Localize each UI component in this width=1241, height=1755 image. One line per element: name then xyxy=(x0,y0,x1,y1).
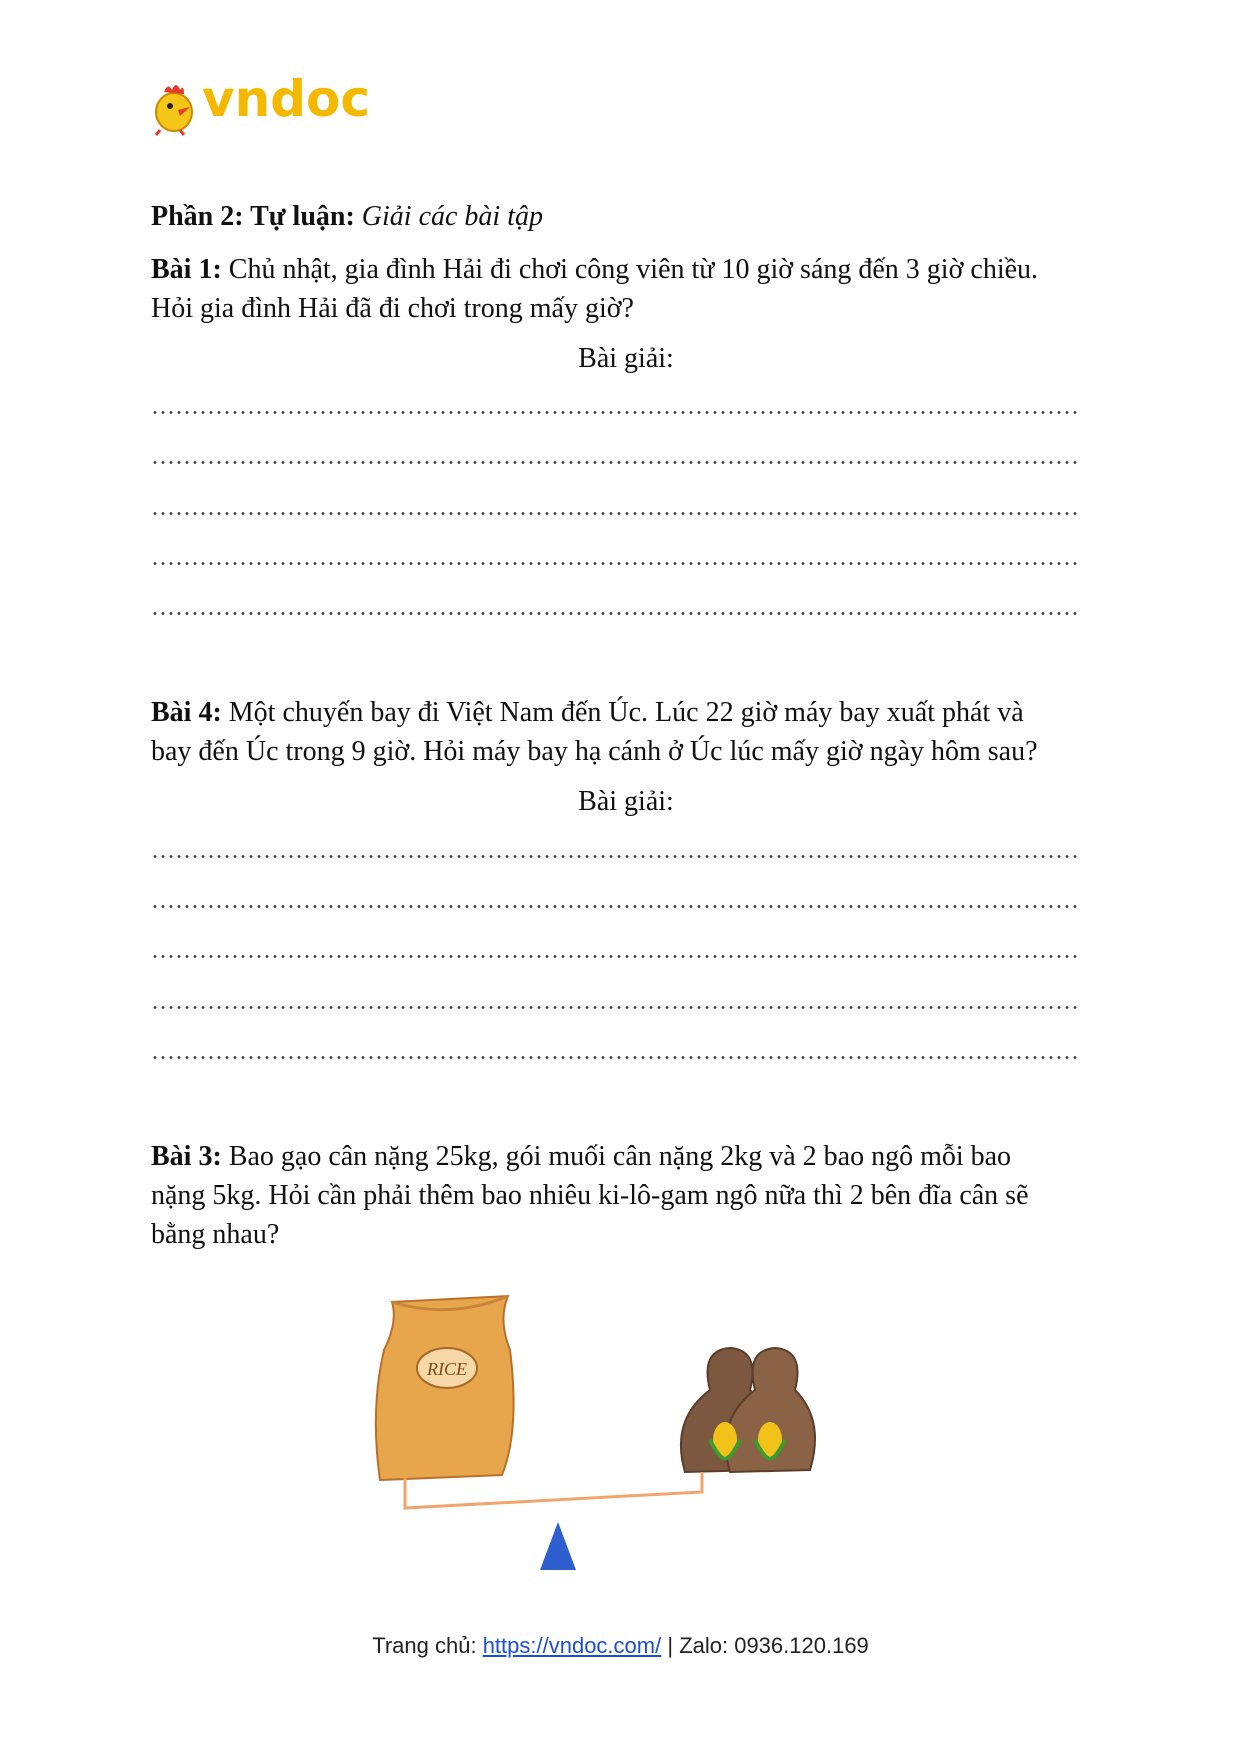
answer-line xyxy=(151,905,1081,908)
exercise-3-line3: bằng nhau? xyxy=(151,1219,280,1250)
exercise-1-line1: Chủ nhật, gia đình Hải đi chơi công viên từ 10 giờ sáng đến 3 giờ chiều. xyxy=(228,254,1039,285)
answer-line xyxy=(151,512,1081,515)
exercise-4-solution-label: Bài giải: xyxy=(578,786,674,817)
logo-text: vndoc xyxy=(202,70,370,128)
exercise-3-line2: nặng 5kg. Hỏi cần phải thêm bao nhiêu ki-lô-gam ngô nữa thì 2 bên đĩa cân sẽ xyxy=(151,1180,1029,1211)
exercise-3 xyxy=(151,1137,1101,1254)
balance-scale-illustration xyxy=(370,1290,890,1590)
answer-line xyxy=(151,461,1081,464)
answer-line xyxy=(151,612,1081,615)
vndoc-logo[interactable] xyxy=(150,70,370,152)
part-label: Phần 2: Tự luận: xyxy=(151,201,355,232)
page-footer xyxy=(0,1633,1241,1659)
answer-line xyxy=(151,1006,1081,1009)
answer-line xyxy=(151,1056,1081,1059)
footer-separator: | xyxy=(667,1633,674,1658)
footer-home-label: Trang chủ: xyxy=(372,1633,477,1658)
exercise-1-line2: Hỏi gia đình Hải đã đi chơi trong mấy giờ? xyxy=(151,293,634,324)
answer-line xyxy=(151,411,1081,414)
part-subtitle: Giải các bài tập xyxy=(361,201,543,232)
rice-sack-icon xyxy=(376,1296,514,1480)
exercise-4 xyxy=(151,693,1101,771)
exercise-1-label: Bài 1: xyxy=(151,254,222,285)
footer-zalo: Zalo: 0936.120.169 xyxy=(679,1633,869,1658)
exercise-3-label: Bài 3: xyxy=(151,1141,222,1172)
chick-mascot-icon xyxy=(150,80,202,136)
footer-home-link[interactable]: https://vndoc.com/ xyxy=(482,1633,662,1658)
sack-label: RICE xyxy=(427,1359,467,1379)
exercise-4-label: Bài 4: xyxy=(151,697,222,728)
exercise-4-line2: bay đến Úc trong 9 giờ. Hỏi máy bay hạ cánh ở Úc lúc mấy giờ ngày hôm sau? xyxy=(151,736,1038,767)
answer-line xyxy=(151,562,1081,565)
answer-line xyxy=(151,855,1081,858)
fulcrum-icon xyxy=(540,1522,576,1570)
exercise-3-line1: Bao gạo cân nặng 25kg, gói muối cân nặng 2kg và 2 bao ngô mỗi bao xyxy=(228,1141,1012,1172)
part-heading xyxy=(151,197,1101,236)
corn-bags-icon xyxy=(681,1348,815,1472)
exercise-1 xyxy=(151,250,1101,328)
exercise-4-line1: Một chuyến bay đi Việt Nam đến Úc. Lúc 22 giờ máy bay xuất phát và xyxy=(228,697,1024,728)
exercise-1-solution-label: Bài giải: xyxy=(578,343,674,374)
answer-line xyxy=(151,955,1081,958)
